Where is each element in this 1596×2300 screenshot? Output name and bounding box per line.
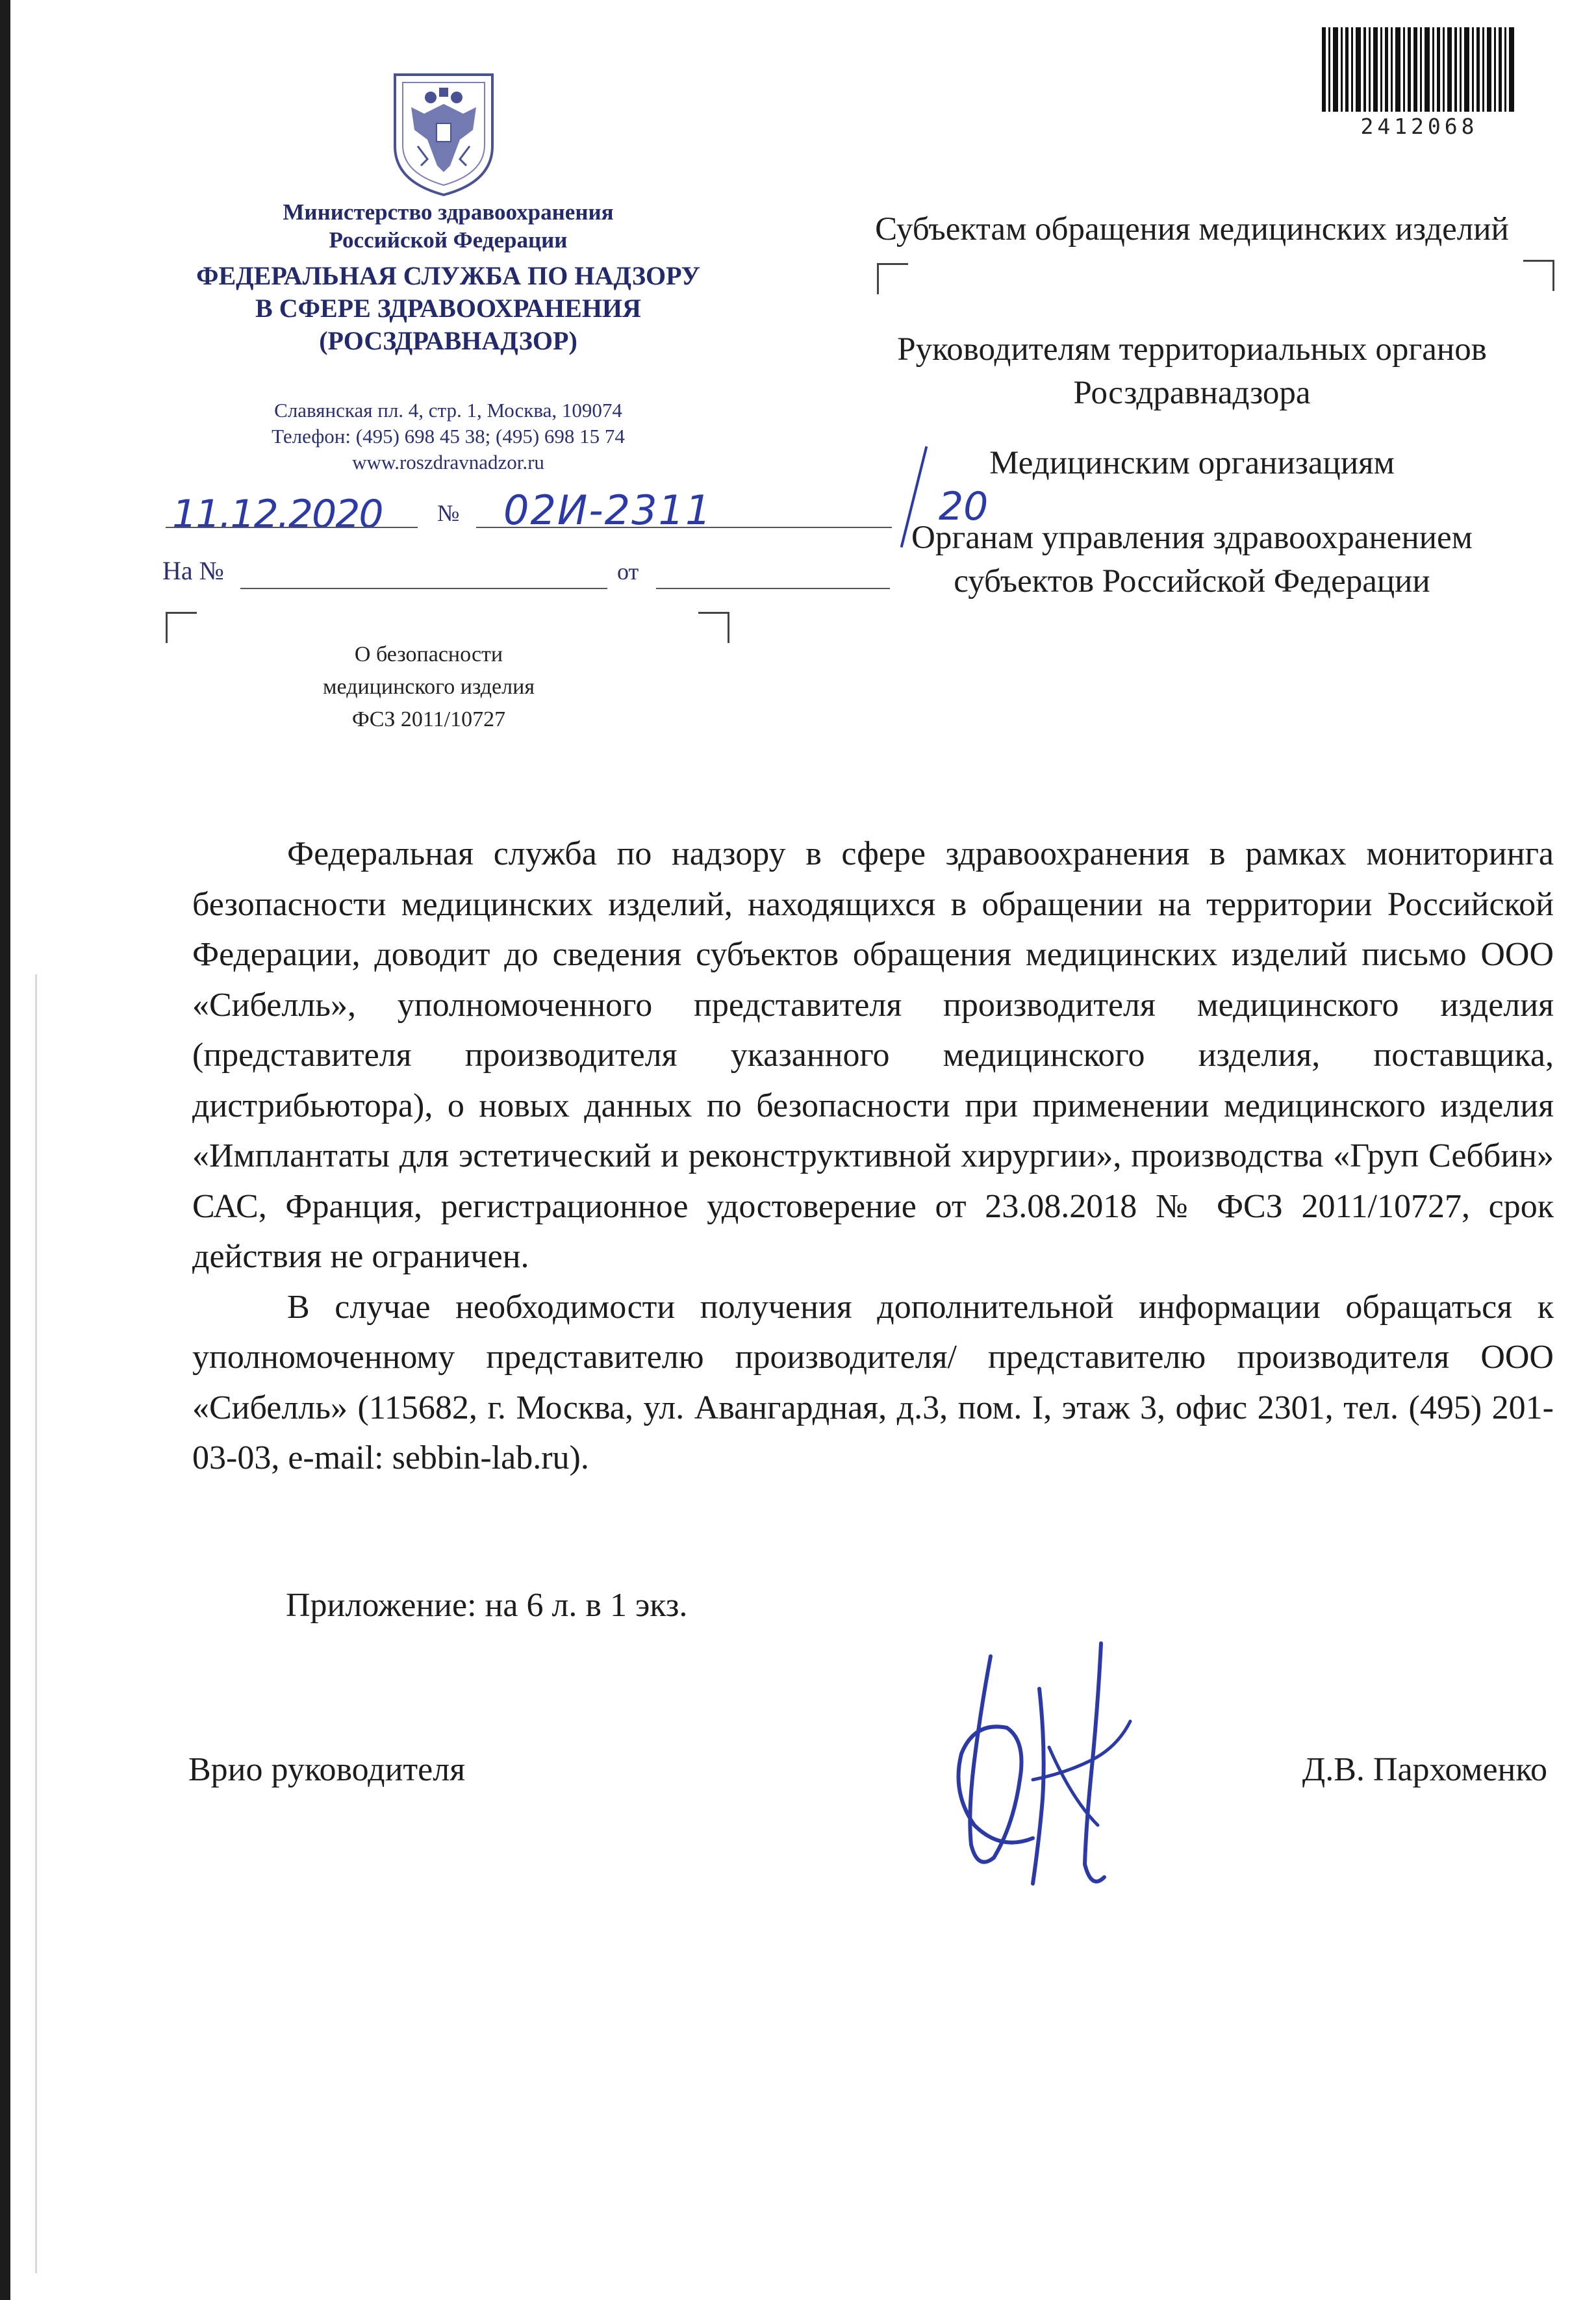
- signatory-title: Врио руководителя: [188, 1751, 466, 1788]
- service-name: [162, 260, 734, 357]
- recipient-4: Органам управления здравоохранением субъектов Российской Федерации: [911, 520, 1473, 600]
- service-line: (РОСЗДРАВНАДЗОР): [319, 326, 577, 355]
- ministry-line: Министерство здравоохранения: [283, 199, 614, 225]
- on-number-label: На №: [162, 556, 224, 585]
- from-label: от: [617, 559, 639, 585]
- on-number-underline: [240, 588, 607, 589]
- outgoing-number-line: [166, 484, 989, 537]
- outgoing-date: 11.12.2020: [172, 492, 383, 537]
- coat-of-arms-icon: [388, 68, 499, 198]
- website-link[interactable]: www.roszdravnadzor.ru: [352, 451, 544, 474]
- address: Славянская пл. 4, стр. 1, Москва, 109074: [274, 399, 622, 422]
- subject-line: медицинского изделия: [323, 675, 535, 699]
- appendix-note: Приложение: на 6 л. в 1 экз.: [286, 1587, 688, 1624]
- outgoing-year: 20: [939, 484, 989, 529]
- body-paragraph-2: В случае необходимости получения дополнительной информации обращаться к уполномоченному представителю производителя/ представителю производителя ООО «Сибелль» (115682, г. Москва, ул. Авангардная, д.3, пом. I, этаж 3, офис 2301, тел. (495) 201-03-03, e-mail: sebbin-lab.ru).: [192, 1288, 1554, 1476]
- subject-line: ФСЗ 2011/10727: [351, 707, 506, 731]
- body-paragraph-1: Федеральная служба по надзору в сфере здравоохранения в рамках мониторинга безопасности медицинских изделий, находящихся в обращении на территории Российской Федерации, доводит до сведения субъектов обращения медицинских изделий письмо ООО «Сибелль», уполномоченного представителя производителя медицинского изделия (представителя производителя указанного медицинского изделия, поставщика, дистрибьютора), о новых данных по безопасности при применении медицинского изделия «Имплантаты для эстетический и реконструктивной хирургии», производства «Груп Себбин» САС, Франция, регистрационное удостоверение от 23.08.2018 № ФСЗ 2011/10727, срок действия не ограничен.: [192, 835, 1554, 1275]
- letter-body: [192, 829, 1554, 1484]
- handwritten-signature: [935, 1630, 1150, 1916]
- subject-line: О безопасности: [354, 642, 503, 666]
- reference-line: [162, 555, 734, 594]
- letter-subject: [227, 638, 630, 736]
- phone: Телефон: (495) 698 45 38; (495) 698 15 74: [272, 425, 625, 448]
- subject-bracket-right: [698, 612, 729, 643]
- signatory-name: Д.В. Пархоменко: [1302, 1751, 1547, 1788]
- contacts-block: [162, 398, 734, 475]
- recipient-3: Медицинским организациям: [989, 445, 1395, 481]
- scan-edge: [0, 0, 10, 2300]
- outgoing-number: 02И-2311: [503, 487, 713, 534]
- recipient-1: Субъектам обращения медицинских изделий: [875, 211, 1509, 247]
- barcode-icon: [1322, 27, 1517, 112]
- date-underline: [166, 527, 418, 528]
- number-sign: №: [437, 500, 460, 526]
- service-line: ФЕДЕРАЛЬНАЯ СЛУЖБА ПО НАДЗОРУ: [196, 261, 700, 290]
- service-line: В СФЕРЕ ЗДРАВООХРАНЕНИЯ: [255, 294, 641, 323]
- ministry-line: Российской Федерации: [329, 227, 568, 253]
- recipients-bracket-left: [877, 263, 908, 294]
- scan-edge-line: [35, 974, 37, 2273]
- recipients-bracket-right: [1523, 260, 1554, 291]
- barcode-number: 2412068: [1360, 114, 1478, 139]
- subject-bracket-left: [166, 612, 197, 643]
- ministry-name: [162, 198, 734, 254]
- recipient-2: Руководителям территориальных органов Росздравнадзора: [897, 331, 1487, 411]
